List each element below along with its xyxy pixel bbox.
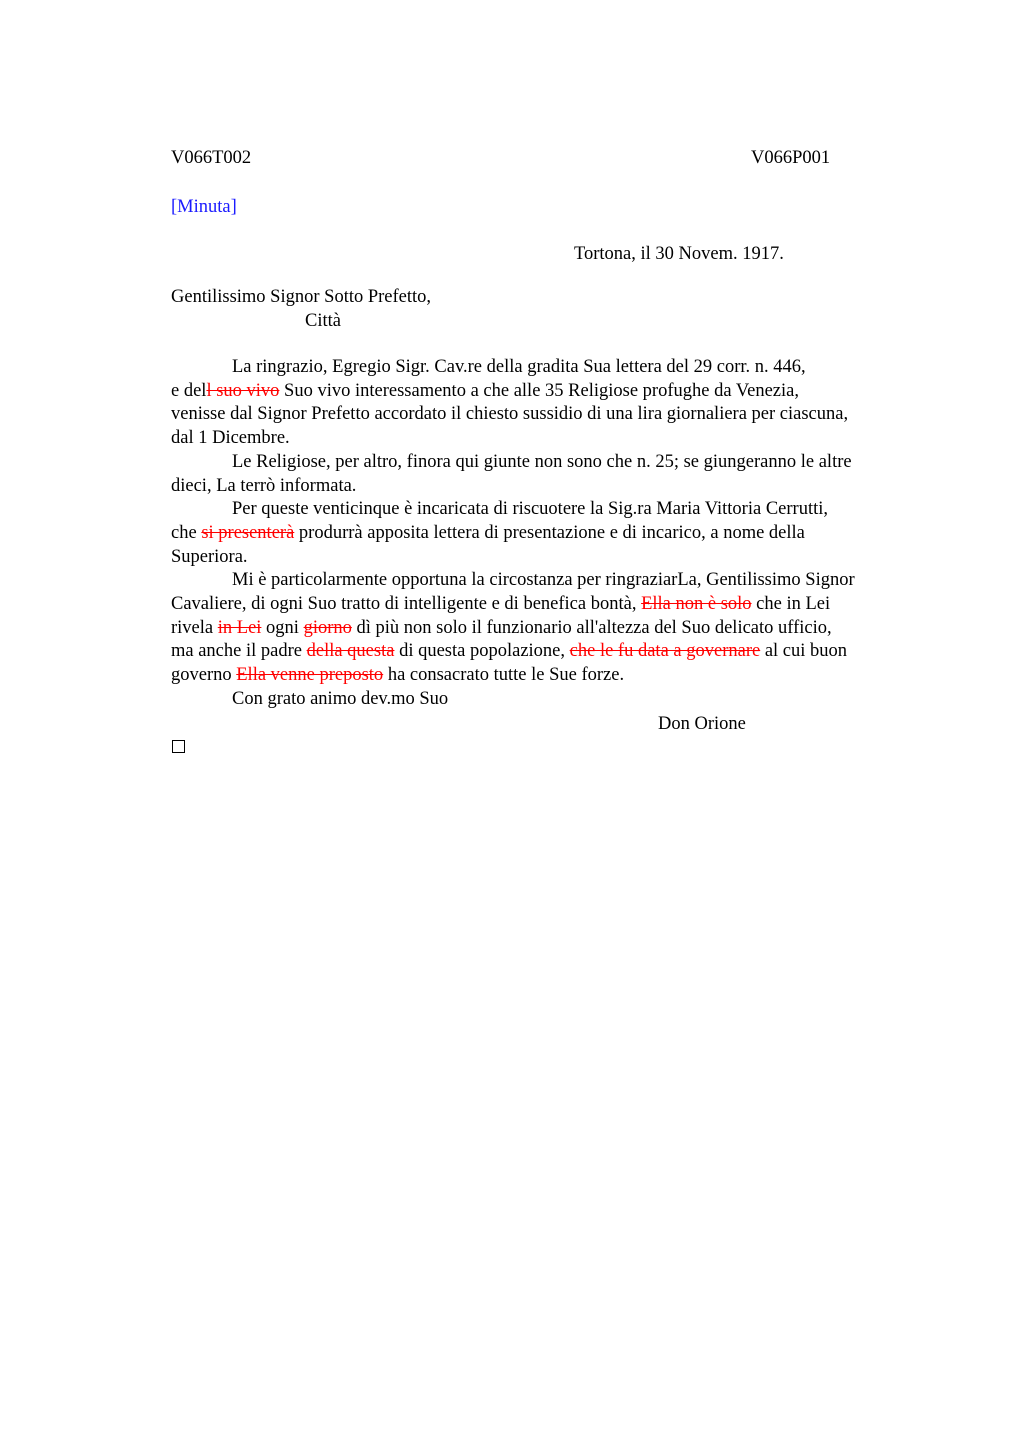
salutation: Gentilissimo Signor Sotto Prefetto,	[171, 287, 432, 307]
text-segment: governo	[171, 665, 237, 686]
deleted-text: giorno	[303, 617, 352, 638]
text-segment: venisse dal Signor Prefetto accordato il chiesto sussidio di una lira giornaliera per ciascuna,	[171, 404, 849, 425]
deleted-text: l suo vivo	[206, 380, 280, 401]
deleted-text: della questa	[306, 641, 395, 662]
paragraph-2	[171, 451, 931, 498]
paragraph-1	[171, 356, 931, 451]
text-segment: ogni	[261, 617, 304, 638]
text-segment: Cavaliere, di ogni Suo tratto di intelligente e di benefica bontà,	[171, 594, 642, 615]
text-segment: dì più non solo il funzionario all'altezza del Suo delicato ufficio,	[351, 617, 832, 638]
text-line	[171, 569, 931, 593]
text-segment: ma anche il padre	[171, 641, 307, 662]
letter-body	[171, 356, 931, 712]
text-line	[171, 427, 931, 451]
text-line	[171, 664, 931, 688]
text-segment: La ringrazio, Egregio Sigr. Cav.re della gradita Sua lettera del 29 corr. n. 446,	[232, 357, 806, 377]
text-line	[171, 546, 931, 570]
paragraph-3	[171, 498, 931, 569]
text-line	[171, 688, 931, 712]
end-marker-box	[172, 740, 185, 753]
deleted-text: si presenterà	[201, 522, 295, 543]
recipient-city: Città	[305, 311, 341, 331]
signature: Don Orione	[658, 714, 746, 734]
text-line	[171, 593, 931, 617]
document-code-left: V066T002	[171, 148, 252, 168]
text-segment: dieci, La terrò informata.	[171, 475, 357, 496]
text-segment: Per queste venticinque è incaricata di riscuotere la Sig.ra Maria Vittoria Cerrutti,	[232, 499, 828, 520]
text-segment: Suo vivo interessamento a che alle 35 Religiose profughe da Venezia,	[279, 380, 799, 401]
paragraph-4	[171, 569, 931, 688]
text-line	[171, 617, 931, 641]
text-segment: Le Religiose, per altro, finora qui giunte non sono che n. 25; se giungeranno le altre	[232, 451, 852, 472]
deleted-text: che le fu data a governare	[569, 641, 761, 662]
deleted-text: Ella non è solo	[641, 594, 752, 615]
text-line	[171, 356, 931, 380]
document-code-right: V066P001	[751, 148, 831, 168]
text-segment: che in Lei	[751, 594, 831, 615]
text-line	[171, 403, 931, 427]
text-segment: e del	[171, 380, 207, 401]
text-segment: dal 1 Dicembre.	[171, 428, 290, 449]
text-segment: produrrà apposita lettera di presentazione e di incarico, a nome della	[294, 522, 805, 543]
text-line	[171, 522, 931, 546]
text-segment: Con grato animo dev.mo Suo	[232, 688, 449, 709]
closing	[171, 688, 931, 712]
text-segment: Superiora.	[171, 546, 248, 567]
text-segment: rivela	[171, 617, 218, 638]
text-segment: che	[171, 522, 202, 543]
text-segment: di questa popolazione,	[394, 641, 570, 662]
deleted-text: in Lei	[217, 617, 262, 638]
deleted-text: Ella venne preposto	[236, 665, 384, 686]
text-line	[171, 380, 931, 404]
text-line	[171, 498, 931, 522]
text-segment: ha consacrato tutte le Sue forze.	[383, 665, 625, 686]
editorial-note: [Minuta]	[171, 197, 237, 217]
text-line	[171, 451, 931, 475]
text-line	[171, 475, 931, 499]
text-line	[171, 640, 931, 664]
text-segment: Mi è particolarmente opportuna la circostanza per ringraziarLa, Gentilissimo Signor	[232, 570, 855, 591]
text-segment: al cui buon	[760, 641, 848, 662]
date-line: Tortona, il 30 Novem. 1917.	[574, 244, 784, 264]
